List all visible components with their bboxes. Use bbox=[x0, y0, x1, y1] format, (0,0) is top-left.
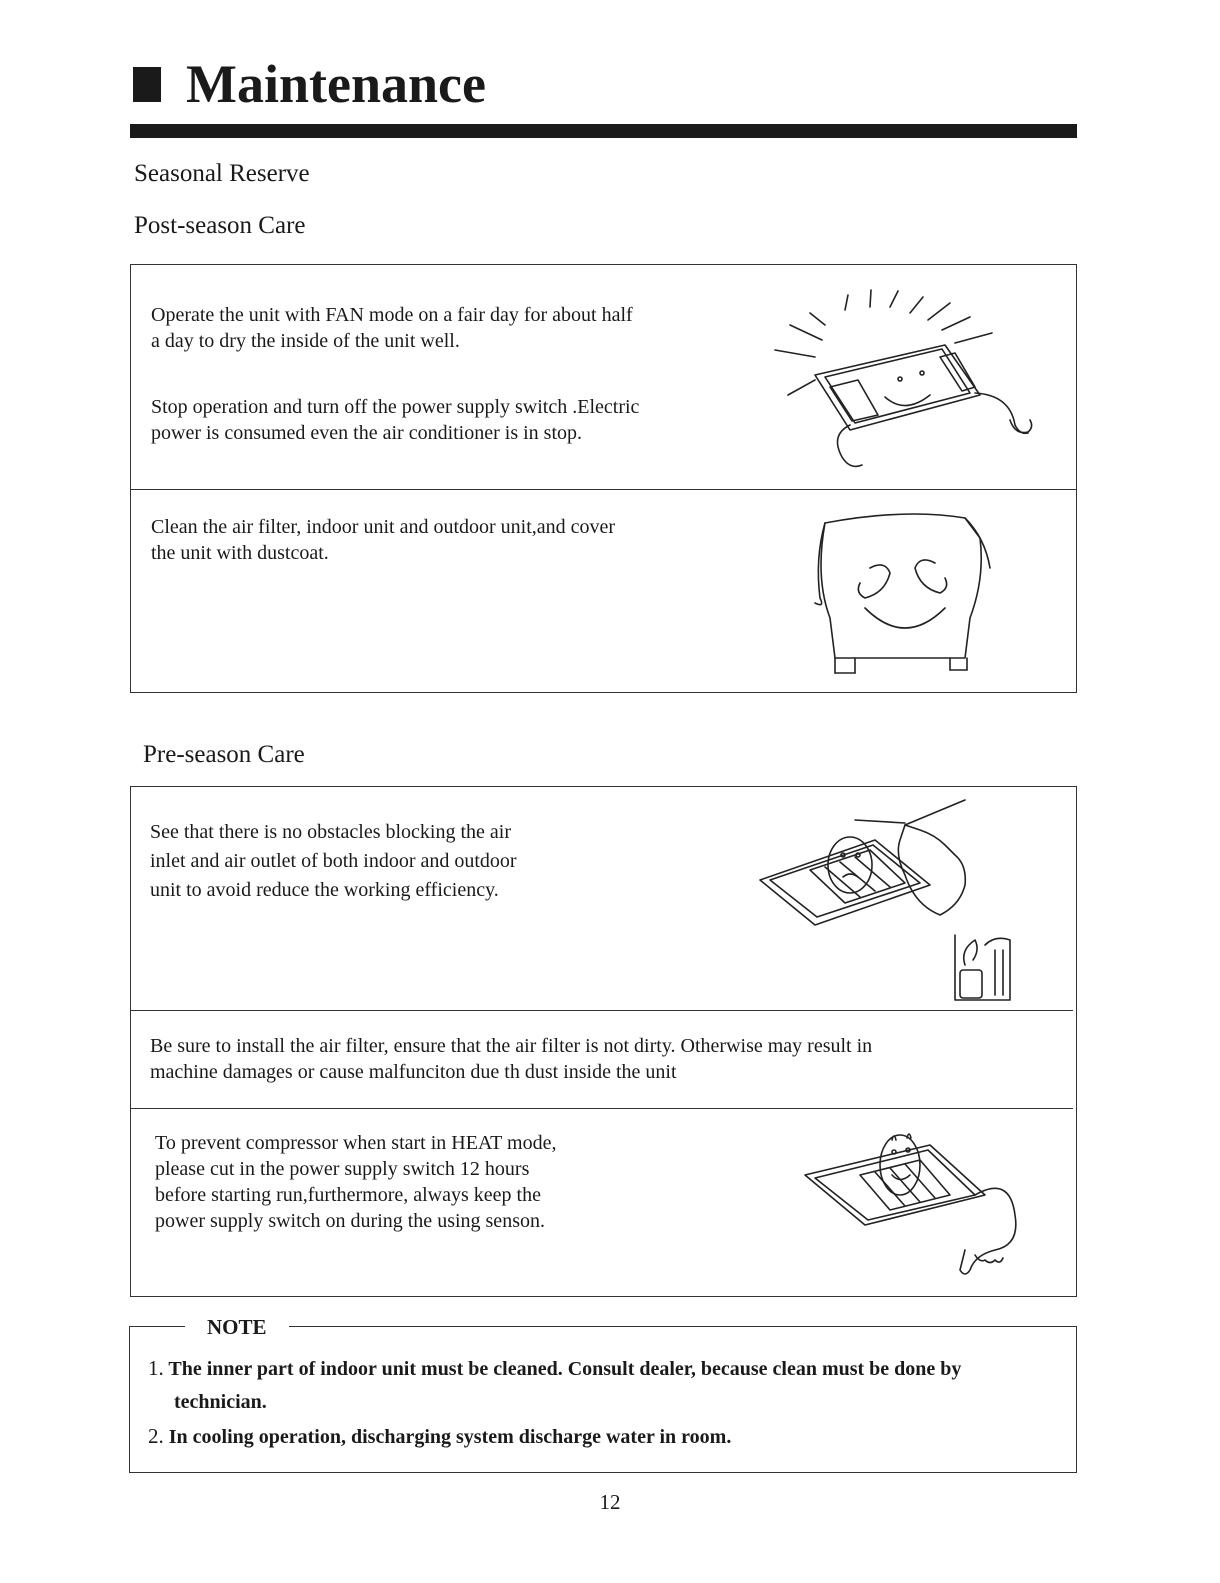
pre-season-item-obstacles: See that there is no obstacles blocking the air inlet and air outlet of both indoor and outdoor unit to avoid reduce the working efficiency. bbox=[150, 821, 517, 901]
post-season-item-fan-dry: Operate the unit with FAN mode on a fair day for about half a day to dry the inside of the unit well. bbox=[151, 304, 633, 352]
title-square-icon bbox=[133, 67, 161, 102]
covered-unit-icon bbox=[795, 508, 1010, 683]
post-season-item-power-off: Stop operation and turn off the power supply switch .Electric power is consumed even the air conditioner is in stop. bbox=[151, 396, 640, 444]
post-season-heading: Post-season Care bbox=[134, 212, 306, 239]
page-number: 12 bbox=[599, 1490, 621, 1514]
pointing-unit-icon bbox=[800, 1120, 1040, 1285]
pre-season-divider-1 bbox=[131, 1010, 1073, 1011]
post-season-divider bbox=[131, 489, 1076, 490]
pre-season-divider-2 bbox=[131, 1108, 1073, 1109]
note-item-number: 1. bbox=[148, 1356, 164, 1380]
pre-season-heading: Pre-season Care bbox=[143, 741, 305, 768]
section-title: Seasonal Reserve bbox=[134, 160, 310, 187]
blocked-unit-icon bbox=[755, 795, 1035, 1005]
smiling-cassette-unit-icon bbox=[770, 285, 1050, 480]
pre-season-item-heat-mode: To prevent compressor when start in HEAT mode, please cut in the power supply switch 12 hours before starting run,furthermore, always keep the power supply switch on during the using senson. bbox=[155, 1132, 557, 1232]
note-label: NOTE bbox=[185, 1315, 289, 1340]
page-title: Maintenance bbox=[186, 54, 486, 114]
title-rule bbox=[130, 124, 1077, 138]
note-item-1: 1. The inner part of indoor unit must be cleaned. Consult dealer, because clean must be done by technician. bbox=[148, 1356, 962, 1413]
post-season-item-clean-cover: Clean the air filter, indoor unit and outdoor unit,and cover the unit with dustcoat. bbox=[151, 516, 616, 564]
note-item-number: 2. bbox=[148, 1424, 164, 1448]
note-item-2: 2. In cooling operation, discharging system discharge water in room. bbox=[148, 1424, 732, 1448]
pre-season-item-filter: Be sure to install the air filter, ensure that the air filter is not dirty. Otherwise may result in machine damages or cause malfunciton due th dust inside the unit bbox=[150, 1035, 873, 1083]
